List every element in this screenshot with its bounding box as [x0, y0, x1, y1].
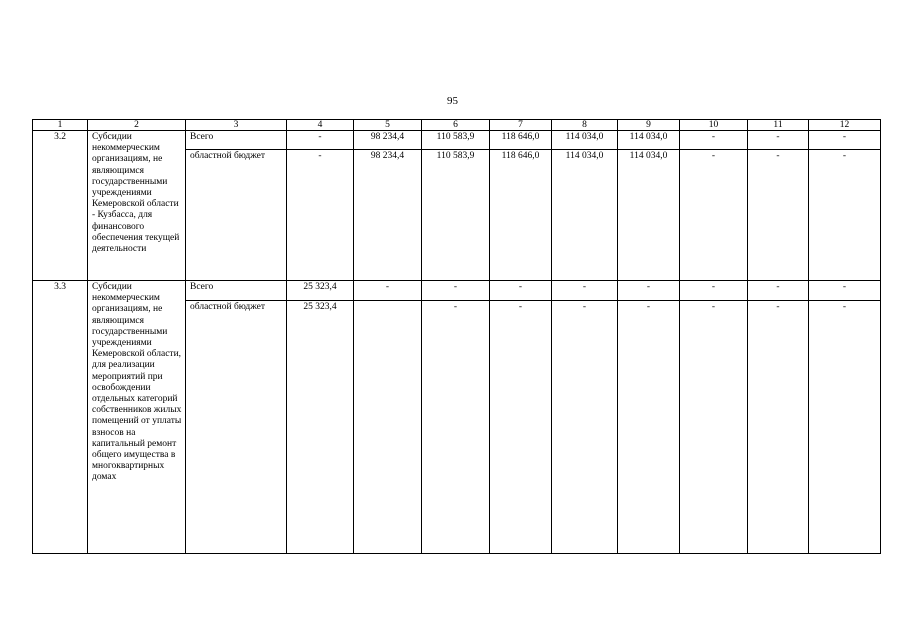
column-header: 6 [422, 120, 490, 131]
value-cell: 118 646,0 [490, 150, 552, 281]
value-cell: 114 034,0 [552, 150, 618, 281]
value-cell: - [748, 281, 809, 301]
funding-source: Всего [186, 131, 287, 150]
value-cell: - [809, 281, 881, 301]
row-number: 3.3 [33, 281, 88, 554]
value-cell: - [618, 301, 680, 554]
value-cell: - [748, 131, 809, 150]
value-cell: - [748, 150, 809, 281]
table-row [33, 131, 881, 150]
column-header: 2 [88, 120, 186, 131]
value-cell: 118 646,0 [490, 131, 552, 150]
value-cell: 110 583,9 [422, 131, 490, 150]
column-header: 9 [618, 120, 680, 131]
page-number: 95 [447, 95, 458, 107]
value-cell: - [287, 131, 354, 150]
value-cell: 110 583,9 [422, 150, 490, 281]
value-cell: - [422, 301, 490, 554]
value-cell [354, 301, 422, 554]
value-cell: - [618, 281, 680, 301]
value-cell: 98 234,4 [354, 150, 422, 281]
column-header: 1 [33, 120, 88, 131]
funding-source: областной бюджет [186, 150, 287, 281]
value-cell: - [680, 281, 748, 301]
value-cell: 25 323,4 [287, 281, 354, 301]
value-cell: - [809, 131, 881, 150]
header-row [33, 120, 881, 131]
value-cell: 25 323,4 [287, 301, 354, 554]
column-header: 8 [552, 120, 618, 131]
value-cell: - [680, 301, 748, 554]
value-cell: - [354, 281, 422, 301]
column-header: 5 [354, 120, 422, 131]
funding-source: областной бюджет [186, 301, 287, 554]
value-cell: - [552, 301, 618, 554]
column-header: 3 [186, 120, 287, 131]
value-cell: - [809, 150, 881, 281]
column-header: 11 [748, 120, 809, 131]
value-cell: - [809, 301, 881, 554]
column-header: 12 [809, 120, 881, 131]
value-cell: 114 034,0 [618, 131, 680, 150]
column-header: 7 [490, 120, 552, 131]
funding-source: Всего [186, 281, 287, 301]
value-cell: 114 034,0 [552, 131, 618, 150]
column-header: 10 [680, 120, 748, 131]
value-cell: - [680, 150, 748, 281]
row-number: 3.2 [33, 131, 88, 281]
value-cell: - [552, 281, 618, 301]
budget-table [32, 119, 881, 554]
value-cell: 114 034,0 [618, 150, 680, 281]
row-description: Субсидии некоммерческим организациям, не являющимся государственными учреждениями Кемеровской области, для реализации мероприятий при освобождении отдельных категорий собственников жилых помещений от уплаты взносов на капитальный ремонт общего имущества в многоквартирных домах [88, 281, 186, 554]
value-cell: - [748, 301, 809, 554]
value-cell: - [490, 281, 552, 301]
column-header: 4 [287, 120, 354, 131]
value-cell: - [287, 150, 354, 281]
value-cell: - [422, 281, 490, 301]
table-row [33, 281, 881, 301]
row-description: Субсидии некоммерческим организациям, не являющимся государственными учреждениями Кемеровской области - Кузбасса, для финансового обеспечения текущей деятельности [88, 131, 186, 281]
value-cell: - [490, 301, 552, 554]
value-cell: - [680, 131, 748, 150]
value-cell: 98 234,4 [354, 131, 422, 150]
